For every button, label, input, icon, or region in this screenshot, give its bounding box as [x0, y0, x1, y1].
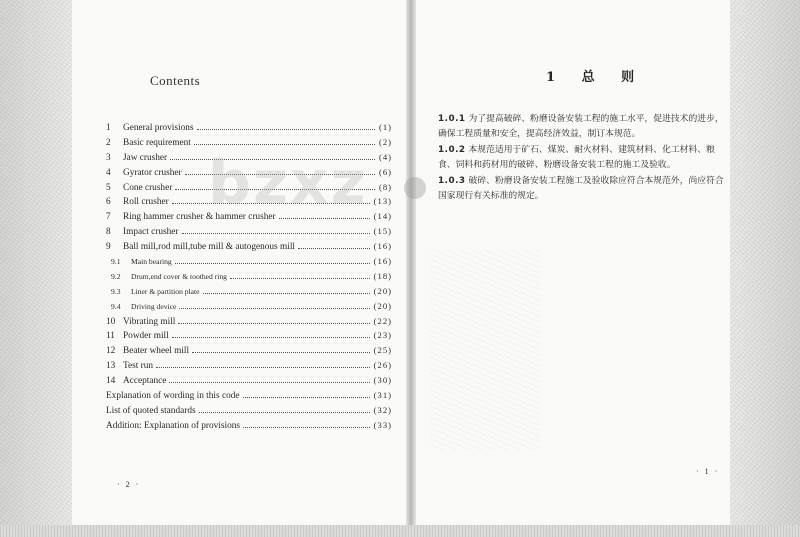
- toc-entry-page: (8): [378, 181, 392, 192]
- toc-dot-leader: [172, 337, 370, 338]
- toc-dot-leader: [194, 144, 375, 145]
- toc-entry-page: (20): [373, 300, 392, 311]
- scan-noise: [430, 250, 540, 450]
- toc-dot-leader: [199, 412, 370, 413]
- toc-entry-page: (16): [373, 256, 392, 267]
- toc-dot-leader: [178, 323, 369, 324]
- toc-dot-leader: [175, 263, 370, 264]
- toc-entry-label: Explanation of wording in this code: [106, 391, 240, 402]
- toc-entry-number: 13: [106, 361, 116, 372]
- toc-entry-page: (26): [373, 360, 392, 371]
- toc-dot-leader: [175, 189, 375, 190]
- toc-entry-number: 14: [106, 376, 116, 387]
- chapter-title: 1 总 则: [546, 70, 646, 85]
- clause-number: 1.0.3: [438, 175, 466, 186]
- book-gutter: [406, 0, 416, 537]
- toc-entry-page: (22): [373, 315, 392, 326]
- toc-entry-page: (30): [373, 375, 392, 386]
- toc-entry-label: Powder mill: [123, 331, 169, 342]
- toc-dot-leader: [197, 129, 375, 130]
- toc-dot-leader: [169, 382, 369, 383]
- toc-entry: [106, 418, 392, 433]
- toc-dot-leader: [172, 203, 370, 204]
- toc-entry-number: 3: [106, 152, 111, 163]
- toc-entry-label: Test run: [123, 361, 154, 372]
- toc-entry-page: (32): [373, 404, 392, 415]
- toc-entry-label: Addition: Explanation of provisions: [106, 420, 241, 431]
- clause-paragraph: [438, 143, 724, 174]
- toc-entry-page: (14): [373, 211, 392, 222]
- toc-entry-label: General provisions: [123, 123, 194, 133]
- toc-entry: [106, 135, 392, 150]
- toc-entry-number: 11: [106, 331, 115, 342]
- toc-dot-leader: [279, 218, 370, 219]
- toc-entry-page: (1): [378, 122, 392, 132]
- contents-title: Contents: [150, 73, 201, 88]
- clause-paragraph: [438, 112, 724, 143]
- toc-entry: [106, 373, 392, 388]
- toc-entry-page: (4): [378, 151, 392, 162]
- toc-entry-page: (25): [373, 345, 392, 356]
- toc-entry-page: (16): [373, 241, 392, 252]
- toc-entry: [106, 328, 392, 343]
- toc-entry: [106, 403, 392, 418]
- toc-entry: [106, 284, 392, 299]
- toc-entry-number: 9.2: [111, 271, 121, 281]
- toc-dot-leader: [182, 233, 370, 234]
- toc-dot-leader: [298, 248, 370, 249]
- toc-entry: [106, 165, 392, 180]
- toc-entry-label: Cone crusher: [123, 182, 173, 193]
- page-number-right: · 1 ·: [696, 467, 720, 476]
- toc-entry-number: 10: [106, 316, 116, 327]
- toc-dot-leader: [230, 278, 370, 279]
- toc-entry-page: (31): [373, 390, 392, 401]
- toc-dot-leader: [156, 367, 370, 368]
- toc-entry-page: (18): [373, 270, 392, 281]
- toc-dot-leader: [185, 174, 375, 175]
- toc-entry-number: 1: [106, 123, 111, 133]
- toc-entry-page: (33): [373, 419, 392, 430]
- toc-entry-label: Jaw crusher: [123, 152, 168, 163]
- scan-margin-left: [0, 0, 72, 537]
- toc-entry-label: Impact crusher: [123, 227, 179, 238]
- scan-margin-right: [730, 0, 800, 537]
- clause-number: 1.0.2: [438, 144, 466, 155]
- toc-entry: [106, 388, 392, 403]
- clause-number: 1.0.1: [438, 114, 466, 124]
- toc-entry-label: Driving device: [131, 301, 177, 311]
- toc-entry-label: Drum,end cover & toothed ring: [131, 271, 227, 281]
- toc-entry: [106, 120, 392, 135]
- clause-text: 为了提高破碎、粉磨设备安装工程的施工水平，促进技术的进步，确保工程质量和安全，提高经济效益，制订本规范。: [438, 114, 724, 140]
- toc-entry-label: Beater wheel mill: [123, 346, 190, 357]
- toc-entry-label: Ring hammer crusher & hammer crusher: [123, 212, 276, 223]
- toc-entry: [106, 194, 392, 209]
- toc-entry: [106, 239, 392, 254]
- watermark-logo: bzxz: [208, 148, 368, 218]
- toc-dot-leader: [192, 352, 370, 353]
- toc-entry-page: (6): [378, 166, 392, 177]
- toc-entry-page: (13): [373, 196, 392, 207]
- toc-entry-label: Vibrating mill: [123, 316, 176, 327]
- toc-entry-label: Liner & partition plate: [131, 286, 200, 296]
- toc-entry: [106, 358, 392, 373]
- toc-entry-label: Main bearing: [131, 257, 172, 267]
- clause-paragraph: [438, 174, 724, 205]
- toc-dot-leader: [243, 427, 370, 428]
- toc-entry-label: Gyrator crusher: [123, 167, 182, 178]
- toc-entry: [106, 209, 392, 224]
- watermark-dot: [404, 177, 426, 199]
- toc-entry: [106, 150, 392, 165]
- toc-entry-label: Roll crusher: [123, 197, 169, 208]
- toc-entry-label: Basic requirement: [123, 137, 191, 148]
- toc-entry-page: (2): [378, 136, 392, 147]
- chapter-body: [438, 112, 724, 204]
- toc-entry-label: Acceptance: [123, 376, 167, 387]
- toc-entry: [106, 343, 392, 358]
- toc-entry: [106, 254, 392, 269]
- toc-entry-number: 7: [106, 212, 111, 223]
- toc-entry: [106, 314, 392, 329]
- toc-entry-number: 9.3: [111, 286, 121, 296]
- toc-entry-page: (20): [373, 285, 392, 296]
- toc-entry-label: Ball mill,rod mill,tube mill & autogenous mill: [123, 242, 295, 253]
- clause-text: 破碎、粉磨设备安装工程施工及验收除应符合本规范外，尚应符合国家现行有关标准的规定。: [438, 175, 724, 202]
- toc-entry-number: 4: [106, 167, 111, 178]
- toc-entry: [106, 299, 392, 314]
- toc-entry: [106, 224, 392, 239]
- toc-dot-leader: [203, 293, 370, 294]
- toc-entry-number: 9.1: [111, 257, 121, 267]
- scan-margin-bottom: [0, 525, 800, 537]
- toc-entry-page: (23): [373, 330, 392, 341]
- toc-entry: [106, 269, 392, 284]
- toc-dot-leader: [170, 159, 375, 160]
- page-number-left: · 2 ·: [117, 480, 141, 489]
- table-of-contents: [106, 120, 392, 433]
- toc-dot-leader: [179, 308, 369, 309]
- toc-entry-number: 6: [106, 197, 111, 208]
- toc-entry-number: 12: [106, 346, 116, 357]
- clause-text: 本规范适用于矿石、煤炭、耐火材料、建筑材料、化工材料、粮食、饲料和药材用的破碎、粉磨设备安装工程的施工及验收。: [438, 144, 715, 171]
- toc-entry-page: (15): [373, 226, 392, 237]
- toc-entry-label: List of quoted standards: [106, 405, 196, 416]
- toc-entry-number: 8: [106, 227, 111, 238]
- toc-entry-number: 2: [106, 137, 111, 148]
- toc-entry-number: 5: [106, 182, 111, 193]
- toc-entry-number: 9: [106, 242, 111, 253]
- toc-entry: [106, 180, 392, 195]
- toc-dot-leader: [243, 397, 370, 398]
- toc-entry-number: 9.4: [111, 301, 121, 311]
